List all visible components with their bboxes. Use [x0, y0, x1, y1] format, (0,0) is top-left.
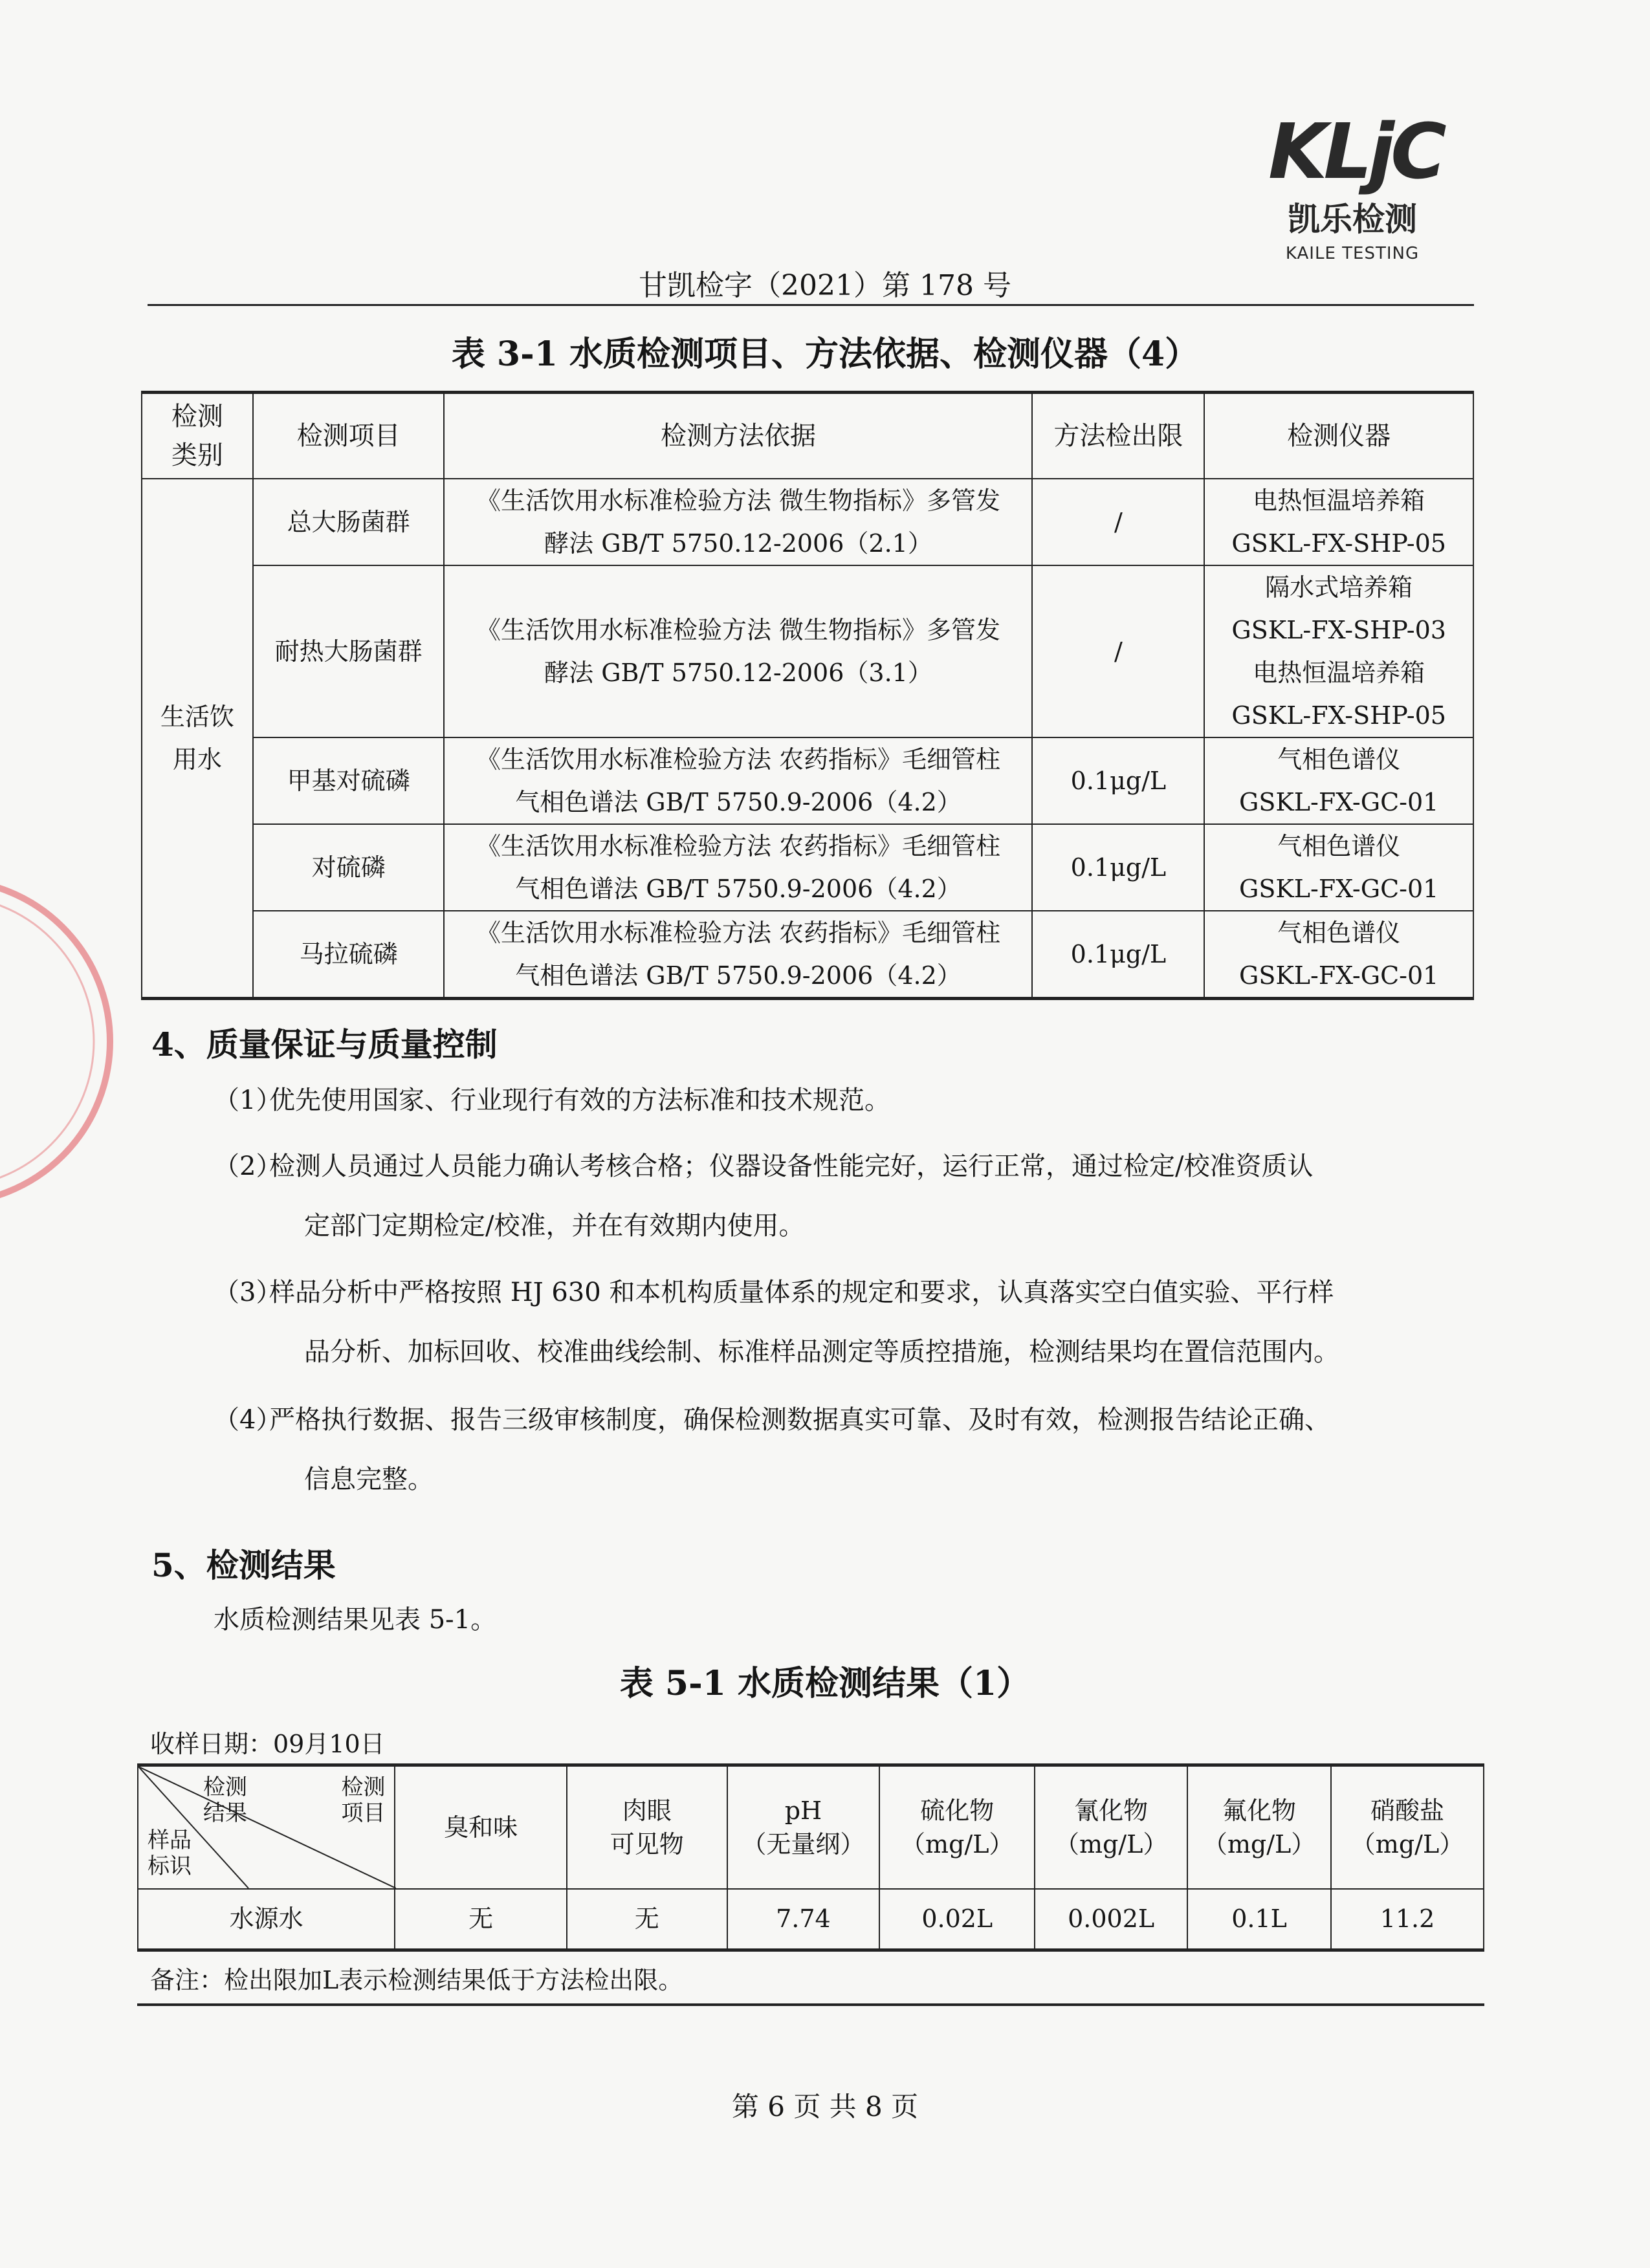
value-cell: 7.74: [727, 1889, 880, 1950]
instrument-line: GSKL-FX-SHP-05: [1231, 529, 1446, 558]
method-cell: [444, 824, 1032, 911]
instrument-line: GSKL-FX-SHP-03: [1231, 615, 1446, 644]
official-stamp: [0, 860, 129, 1223]
received-date: 收样日期：09月10日: [150, 1730, 385, 1758]
instrument-line: GSKL-FX-GC-01: [1238, 874, 1439, 903]
value-cell: 0.002L: [1035, 1889, 1187, 1950]
note-rule: [137, 2003, 1484, 2006]
diag-result-label: [203, 1774, 247, 1826]
methods-table: [141, 391, 1474, 1000]
col-header-line: （无量纲）: [742, 1830, 865, 1859]
instrument-line: 电热恒温培养箱: [1253, 658, 1425, 687]
item-cell: 对硫磷: [253, 824, 445, 911]
method-line: 《生活饮用水标准检验方法 微生物指标》多管发: [476, 486, 1001, 515]
header-rule: [148, 304, 1474, 306]
page-footer: 第 6 页 共 8 页: [731, 2091, 919, 2122]
section-4-heading: 4、质量保证与质量控制: [151, 1025, 498, 1063]
method-line: 酵法 GB/T 5750.12-2006（3.1）: [544, 658, 932, 687]
category-line1: 生活饮: [160, 702, 234, 731]
diag-item-line: 检测: [341, 1774, 386, 1800]
kaile-testing-logo: [1268, 107, 1443, 268]
table-header-row: [142, 393, 1473, 479]
logo-name-cn: 凯乐检测: [1288, 201, 1417, 238]
col-header-nitrate: [1331, 1765, 1484, 1890]
method-line: 《生活饮用水标准检验方法 农药指标》毛细管柱: [476, 745, 1001, 774]
limit-cell: /: [1032, 479, 1204, 565]
qa-item-number: （2）: [214, 1151, 282, 1181]
table-row: [138, 1889, 1484, 1950]
table-row: [142, 737, 1473, 824]
category-line2: 用水: [172, 745, 222, 774]
qa-item-text: 检测人员通过人员能力确认考核合格；仪器设备性能完好，运行正常，通过检定/校准资质认: [269, 1151, 1314, 1181]
diag-sample-label: [148, 1827, 192, 1879]
instrument-cell: [1204, 737, 1473, 824]
qa-item-3: [214, 1263, 1475, 1382]
instrument-line: GSKL-FX-GC-01: [1238, 961, 1439, 990]
limit-cell: 0.1μg/L: [1032, 824, 1204, 911]
instrument-line: 电热恒温培养箱: [1253, 486, 1425, 515]
table-row: [142, 911, 1473, 999]
method-line: 气相色谱法 GB/T 5750.9-2006（4.2）: [515, 961, 962, 990]
sample-cell: 水源水: [138, 1889, 395, 1950]
qa-item-1: [214, 1071, 1475, 1130]
item-cell: 耐热大肠菌群: [253, 565, 445, 737]
method-line: 《生活饮用水标准检验方法 农药指标》毛细管柱: [476, 918, 1001, 947]
method-line: 《生活饮用水标准检验方法 农药指标》毛细管柱: [476, 831, 1001, 860]
header-category-line2: 类别: [171, 440, 223, 470]
value-cell: 0.1L: [1187, 1889, 1331, 1950]
col-header-line: （mg/L）: [1202, 1830, 1316, 1859]
instrument-line: 隔水式培养箱: [1265, 572, 1413, 602]
col-header-line: （mg/L）: [1350, 1830, 1464, 1859]
qa-item-number: （4）: [214, 1405, 282, 1435]
col-header-line: （mg/L）: [1054, 1830, 1168, 1859]
col-header-visible: [567, 1765, 727, 1890]
header-instrument: 检测仪器: [1204, 393, 1473, 479]
limit-cell: 0.1μg/L: [1032, 737, 1204, 824]
qa-item-text: 优先使用国家、行业现行有效的方法标准和技术规范。: [269, 1085, 890, 1115]
qa-item-4: [214, 1390, 1475, 1509]
table-5-1-title: 表 5-1 水质检测结果（1）: [619, 1664, 1031, 1703]
section-5-intro: 水质检测结果见表 5-1。: [214, 1605, 497, 1635]
table-row: [142, 565, 1473, 737]
value-cell: 11.2: [1331, 1889, 1484, 1950]
col-header-line: 可见物: [610, 1830, 684, 1859]
col-header-ph: [727, 1765, 880, 1890]
category-cell: [142, 479, 253, 999]
section-5-heading: 5、检测结果: [151, 1546, 336, 1584]
col-header-line: 硫化物: [920, 1796, 995, 1825]
col-header-cyanide: [1035, 1765, 1187, 1890]
col-header-odor: 臭和味: [395, 1765, 567, 1890]
item-cell: 马拉硫磷: [253, 911, 445, 999]
diag-result-line: 结果: [203, 1800, 247, 1826]
instrument-line: GSKL-FX-SHP-05: [1231, 701, 1446, 730]
method-cell: [444, 479, 1032, 565]
col-header-line: pH: [784, 1796, 822, 1825]
col-header-line: 肉眼: [622, 1796, 672, 1825]
col-header-line: 硝酸盐: [1370, 1796, 1445, 1825]
value-cell: 无: [567, 1889, 727, 1950]
table-note: 备注：检出限加L表示检测结果低于方法检出限。: [150, 1966, 683, 1994]
instrument-cell: [1204, 565, 1473, 737]
qa-item-number: （1）: [214, 1085, 282, 1115]
diagonal-header-cell: [138, 1765, 395, 1890]
method-line: 气相色谱法 GB/T 5750.9-2006（4.2）: [515, 787, 962, 816]
instrument-line: 气相色谱仪: [1277, 918, 1401, 947]
qa-item-2: [214, 1137, 1475, 1256]
value-cell: 无: [395, 1889, 567, 1950]
method-line: 《生活饮用水标准检验方法 微生物指标》多管发: [476, 615, 1001, 644]
diag-result-line: 检测: [203, 1774, 247, 1800]
limit-cell: 0.1μg/L: [1032, 911, 1204, 999]
instrument-line: 气相色谱仪: [1277, 745, 1401, 774]
instrument-cell: [1204, 911, 1473, 999]
qa-item-text: 样品分析中严格按照 HJ 630 和本机构质量体系的规定和要求，认真落实空白值实验、平行样: [269, 1278, 1334, 1307]
value-cell: 0.02L: [879, 1889, 1035, 1950]
method-line: 酵法 GB/T 5750.12-2006（2.1）: [544, 529, 932, 558]
col-header-fluoride: [1187, 1765, 1331, 1890]
limit-cell: /: [1032, 565, 1204, 737]
header-item: 检测项目: [253, 393, 445, 479]
method-line: 气相色谱法 GB/T 5750.9-2006（4.2）: [515, 874, 962, 903]
header-category-line1: 检测: [171, 401, 223, 431]
item-cell: 总大肠菌群: [253, 479, 445, 565]
col-header-line: 氟化物: [1222, 1796, 1297, 1825]
item-cell: 甲基对硫磷: [253, 737, 445, 824]
table-row: [142, 824, 1473, 911]
col-header-line: 氰化物: [1074, 1796, 1149, 1825]
col-header-sulfide: [879, 1765, 1035, 1890]
instrument-cell: [1204, 479, 1473, 565]
qa-item-text: 严格执行数据、报告三级审核制度，确保检测数据真实可靠、及时有效，检测报告结论正确、: [269, 1405, 1330, 1435]
document-number: 甘凯检字（2021）第 178 号: [639, 269, 1011, 302]
diag-item-label: [341, 1774, 385, 1826]
logo-mark: KLjC: [1268, 107, 1443, 196]
header-limit: 方法检出限: [1032, 393, 1204, 479]
logo-name-en: KAILE TESTING: [1285, 244, 1420, 263]
method-cell: [444, 565, 1032, 737]
instrument-line: 气相色谱仪: [1277, 831, 1401, 860]
table-3-1-title: 表 3-1 水质检测项目、方法依据、检测仪器（4）: [451, 334, 1199, 374]
table-header-row: [138, 1765, 1484, 1890]
table-row: [142, 479, 1473, 565]
method-cell: [444, 737, 1032, 824]
col-header-line: （mg/L）: [901, 1830, 1014, 1859]
qa-item-number: （3）: [214, 1278, 282, 1307]
qa-item-text-cont: 信息完整。: [304, 1465, 434, 1494]
header-method: 检测方法依据: [444, 393, 1032, 479]
diag-sample-line: 样品: [148, 1827, 192, 1853]
diag-sample-line: 标识: [148, 1853, 192, 1879]
results-table: [137, 1763, 1484, 1952]
header-category: [142, 393, 253, 479]
qa-item-text-cont: 定部门定期检定/校准，并在有效期内使用。: [304, 1211, 805, 1241]
method-cell: [444, 911, 1032, 999]
diag-item-line: 项目: [341, 1800, 386, 1826]
qa-item-text-cont: 品分析、加标回收、校准曲线绘制、标准样品测定等质控措施，检测结果均在置信范围内。: [304, 1337, 1339, 1367]
instrument-cell: [1204, 824, 1473, 911]
instrument-line: GSKL-FX-GC-01: [1238, 787, 1439, 816]
